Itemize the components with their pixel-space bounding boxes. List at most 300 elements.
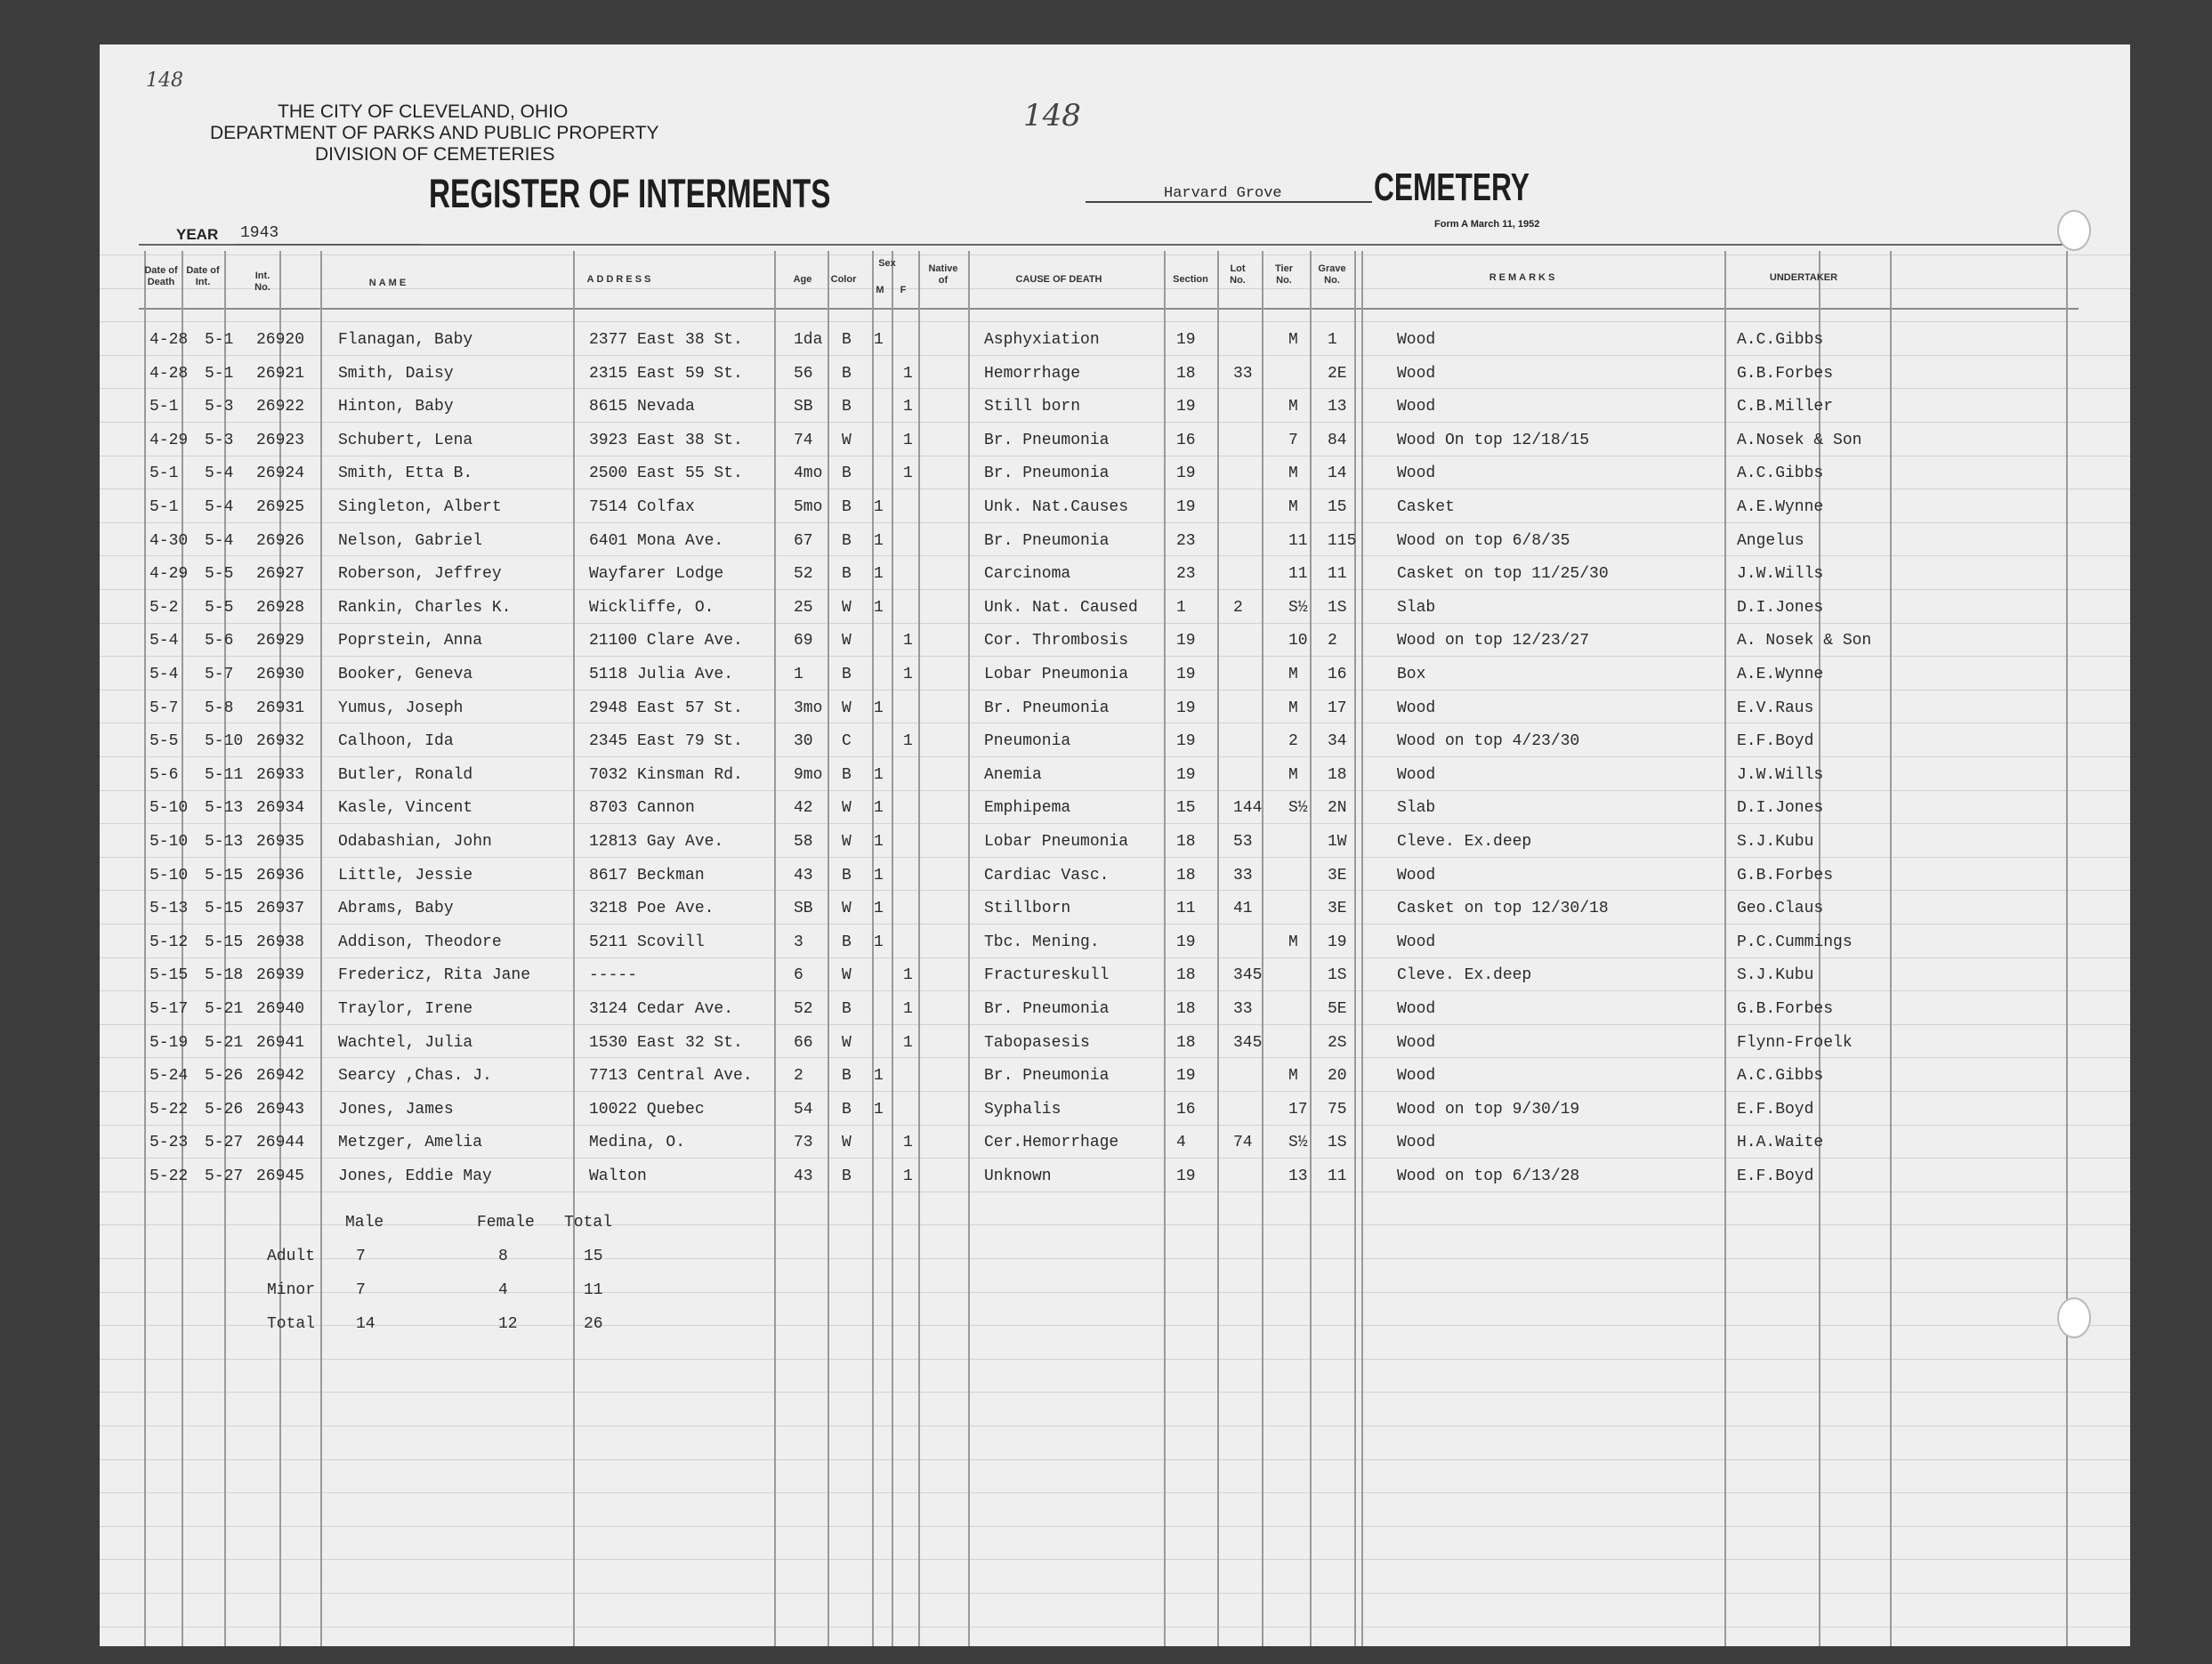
cell-f: 1	[903, 398, 913, 416]
cell-doi: 5-1	[205, 365, 234, 383]
cell-address: 8703 Cannon	[589, 799, 695, 817]
cell-lot: 74	[1233, 1134, 1253, 1151]
cell-doi: 5-18	[205, 966, 244, 984]
cell-grave: 20	[1328, 1067, 1347, 1085]
cell-color: W	[842, 432, 852, 449]
cell-dod: 5-13	[149, 900, 189, 917]
cell-m: 1	[874, 766, 884, 784]
cell-address: Wickliffe, O.	[589, 599, 714, 617]
cell-undertaker: A.C.Gibbs	[1737, 331, 1824, 349]
ruled-line	[100, 924, 2130, 925]
ruled-line	[100, 1024, 2130, 1025]
cell-cause: Anemia	[984, 766, 1042, 784]
cell-address: 5118 Julia Ave.	[589, 666, 734, 683]
cell-remarks: Wood on top 6/8/35	[1397, 532, 1570, 550]
cell-grave: 2	[1328, 632, 1337, 650]
summary-male: 14	[356, 1315, 375, 1333]
cell-remarks: Wood On top 12/18/15	[1397, 432, 1590, 449]
cell-grave: 1	[1328, 331, 1337, 349]
cell-section: 19	[1176, 933, 1196, 951]
cell-remarks: Cleve. Ex.deep	[1397, 966, 1532, 984]
cell-section: 18	[1176, 867, 1196, 885]
cell-dod: 5-10	[149, 867, 189, 885]
cell-m: 1	[874, 498, 884, 516]
cell-remarks: Wood	[1397, 464, 1436, 482]
cell-doi: 5-26	[205, 1101, 244, 1119]
cell-color: B	[842, 565, 852, 583]
cell-age: 3mo	[794, 699, 823, 717]
cell-m: 1	[874, 331, 884, 349]
cell-section: 23	[1176, 565, 1196, 583]
cell-no: 26924	[256, 464, 305, 482]
cell-grave: 14	[1328, 464, 1347, 482]
cell-section: 19	[1176, 464, 1196, 482]
cell-grave: 1S	[1328, 1134, 1347, 1151]
cell-no: 26927	[256, 565, 305, 583]
cell-cause: Asphyxiation	[984, 331, 1100, 349]
cell-m: 1	[874, 699, 884, 717]
cell-undertaker: A.Nosek & Son	[1737, 432, 1862, 449]
cell-section: 19	[1176, 732, 1196, 750]
cell-section: 18	[1176, 833, 1196, 851]
cell-section: 19	[1176, 632, 1196, 650]
cell-address: 2377 East 38 St.	[589, 331, 743, 349]
column-rule	[968, 251, 970, 1646]
cell-tier: M	[1288, 1067, 1298, 1085]
cell-tier: M	[1288, 699, 1298, 717]
cell-address: 2345 East 79 St.	[589, 732, 743, 750]
cell-m: 1	[874, 532, 884, 550]
cell-f: 1	[903, 464, 913, 482]
cell-cause: Tabopasesis	[984, 1034, 1090, 1052]
cell-tier: S½	[1288, 1134, 1308, 1151]
cell-cause: Br. Pneumonia	[984, 1067, 1110, 1085]
cell-m: 1	[874, 900, 884, 917]
ruled-line	[100, 790, 2130, 791]
cell-color: C	[842, 732, 852, 750]
cell-doi: 5-1	[205, 331, 234, 349]
cell-cause: Still born	[984, 398, 1081, 416]
cell-doi: 5-5	[205, 565, 234, 583]
cell-tier: M	[1288, 933, 1298, 951]
header-color: Color	[830, 274, 857, 285]
cell-grave: 5E	[1328, 1000, 1347, 1018]
form-label: Form A March 11, 1952	[1434, 219, 1540, 230]
cell-grave: 1S	[1328, 599, 1347, 617]
cell-no: 26945	[256, 1167, 305, 1185]
cell-dod: 5-24	[149, 1067, 189, 1085]
cell-dod: 5-19	[149, 1034, 189, 1052]
cell-cause: Cor. Thrombosis	[984, 632, 1129, 650]
cell-grave: 84	[1328, 432, 1347, 449]
year-value: 1943	[240, 224, 279, 242]
cell-name: Metzger, Amelia	[338, 1134, 483, 1151]
cell-undertaker: S.J.Kubu	[1737, 833, 1814, 851]
cell-doi: 5-10	[205, 732, 244, 750]
header-rule	[139, 308, 2079, 310]
cell-dod: 4-28	[149, 365, 189, 383]
cell-dod: 4-29	[149, 565, 189, 583]
cell-cause: Unknown	[984, 1167, 1052, 1185]
cell-remarks: Wood	[1397, 933, 1436, 951]
cell-name: Kasle, Vincent	[338, 799, 473, 817]
column-rule	[2066, 251, 2068, 1646]
cell-section: 19	[1176, 766, 1196, 784]
cell-doi: 5-3	[205, 432, 234, 449]
cell-cause: Br. Pneumonia	[984, 532, 1110, 550]
header-sex: Sex	[878, 258, 896, 269]
register-page	[100, 44, 2130, 1646]
ruled-line	[100, 1359, 2130, 1360]
cell-age: 69	[794, 632, 813, 650]
cell-color: W	[842, 900, 852, 917]
cell-name: Schubert, Lena	[338, 432, 473, 449]
cell-cause: Unk. Nat.Causes	[984, 498, 1129, 516]
cell-section: 18	[1176, 1034, 1196, 1052]
column-rule	[1890, 251, 1892, 1646]
cell-no: 26930	[256, 666, 305, 683]
cell-cause: Cardiac Vasc.	[984, 867, 1110, 885]
ruled-line	[100, 1526, 2130, 1527]
cell-dod: 5-22	[149, 1101, 189, 1119]
ruled-line	[100, 857, 2130, 858]
cell-doi: 5-27	[205, 1134, 244, 1151]
cell-age: 3	[794, 933, 803, 951]
cell-name: Traylor, Irene	[338, 1000, 473, 1018]
cell-address: 3923 East 38 St.	[589, 432, 743, 449]
cell-address: Walton	[589, 1167, 647, 1185]
header-lot: Lot No.	[1230, 263, 1246, 286]
summary-male: 7	[356, 1281, 366, 1299]
header-rule	[139, 244, 2079, 246]
column-rule	[918, 251, 920, 1646]
header-int-no: Int. No.	[254, 271, 270, 293]
column-rule	[1361, 251, 1363, 1646]
cell-tier: 10	[1288, 632, 1308, 650]
cell-name: Little, Jessie	[338, 867, 473, 885]
cell-doi: 5-8	[205, 699, 234, 717]
cell-color: W	[842, 1034, 852, 1052]
cell-color: B	[842, 766, 852, 784]
cell-name: Flanagan, Baby	[338, 331, 473, 349]
cell-no: 26938	[256, 933, 305, 951]
cell-cause: Carcinoma	[984, 565, 1071, 583]
cell-dod: 5-6	[149, 766, 179, 784]
cell-lot: 144	[1233, 799, 1263, 817]
cell-doi: 5-7	[205, 666, 234, 683]
cemetery-name: Harvard Grove	[1164, 185, 1282, 202]
cell-remarks: Wood on top 6/13/28	[1397, 1167, 1580, 1185]
cell-f: 1	[903, 1134, 913, 1151]
cell-address: 3124 Cedar Ave.	[589, 1000, 734, 1018]
cell-grave: 16	[1328, 666, 1347, 683]
cell-undertaker: E.F.Boyd	[1737, 732, 1814, 750]
cell-lot: 33	[1233, 867, 1253, 885]
ruled-line	[100, 522, 2130, 523]
org-line-3: DIVISION OF CEMETERIES	[315, 144, 555, 165]
cell-age: 1da	[794, 331, 823, 349]
cell-m: 1	[874, 599, 884, 617]
cemetery-label: CEMETERY	[1374, 166, 1530, 209]
cell-address: 2500 East 55 St.	[589, 464, 743, 482]
ruled-line	[100, 254, 2130, 255]
cell-dod: 5-4	[149, 666, 179, 683]
cell-tier: M	[1288, 666, 1298, 683]
cell-remarks: Casket on top 12/30/18	[1397, 900, 1609, 917]
cell-address: 8615 Nevada	[589, 398, 695, 416]
cell-doi: 5-4	[205, 532, 234, 550]
cell-m: 1	[874, 799, 884, 817]
page-number: 148	[1023, 98, 1081, 133]
ruled-line	[100, 1091, 2130, 1092]
column-rule	[1310, 251, 1312, 1646]
cell-age: 30	[794, 732, 813, 750]
cell-m: 1	[874, 1067, 884, 1085]
cell-section: 19	[1176, 331, 1196, 349]
ruled-line	[100, 355, 2130, 356]
cell-undertaker: G.B.Forbes	[1737, 365, 1834, 383]
cell-dod: 4-28	[149, 331, 189, 349]
summary-head-male: Male	[345, 1214, 384, 1232]
cell-grave: 17	[1328, 699, 1347, 717]
cell-color: B	[842, 532, 852, 550]
cell-f: 1	[903, 432, 913, 449]
cell-cause: Unk. Nat. Caused	[984, 599, 1138, 617]
cell-section: 19	[1176, 398, 1196, 416]
cell-remarks: Wood	[1397, 331, 1436, 349]
summary-total: 11	[584, 1281, 603, 1299]
cell-f: 1	[903, 966, 913, 984]
cell-section: 19	[1176, 1067, 1196, 1085]
cell-remarks: Wood	[1397, 1134, 1436, 1151]
cell-name: Calhoon, Ida	[338, 732, 454, 750]
column-rule	[1354, 251, 1356, 1646]
summary-female: 8	[498, 1248, 508, 1265]
cell-section: 19	[1176, 1167, 1196, 1185]
cell-dod: 5-15	[149, 966, 189, 984]
cell-age: 43	[794, 867, 813, 885]
cell-tier: 2	[1288, 732, 1298, 750]
cell-name: Searcy ,Chas. J.	[338, 1067, 492, 1085]
cell-section: 18	[1176, 365, 1196, 383]
cell-address: 12813 Gay Ave.	[589, 833, 724, 851]
cell-cause: Fractureskull	[984, 966, 1110, 984]
ruled-line	[100, 589, 2130, 590]
cell-undertaker: D.I.Jones	[1737, 599, 1824, 617]
cell-color: B	[842, 1067, 852, 1085]
cell-undertaker: A. Nosek & Son	[1737, 632, 1872, 650]
cell-dod: 5-5	[149, 732, 179, 750]
year-line	[235, 244, 420, 245]
column-rule	[1217, 251, 1219, 1646]
cell-doi: 5-5	[205, 599, 234, 617]
cell-grave: 2E	[1328, 365, 1347, 383]
cell-address: 21100 Clare Ave.	[589, 632, 743, 650]
cell-doi: 5-6	[205, 632, 234, 650]
cell-remarks: Wood	[1397, 867, 1436, 885]
cell-age: 52	[794, 1000, 813, 1018]
cell-remarks: Wood	[1397, 766, 1436, 784]
cell-doi: 5-11	[205, 766, 244, 784]
cell-cause: Tbc. Mening.	[984, 933, 1100, 951]
cell-f: 1	[903, 365, 913, 383]
cell-name: Fredericz, Rita Jane	[338, 966, 531, 984]
cell-f: 1	[903, 666, 913, 683]
cell-no: 26921	[256, 365, 305, 383]
cell-f: 1	[903, 1000, 913, 1018]
cell-undertaker: E.F.Boyd	[1737, 1101, 1814, 1119]
cell-age: 67	[794, 532, 813, 550]
cell-grave: 115	[1328, 532, 1357, 550]
ruled-line	[100, 1057, 2130, 1058]
cell-grave: 3E	[1328, 867, 1347, 885]
cell-dod: 5-4	[149, 632, 179, 650]
cell-doi: 5-27	[205, 1167, 244, 1185]
cell-m: 1	[874, 833, 884, 851]
cell-name: Singleton, Albert	[338, 498, 502, 516]
binder-hole	[2057, 210, 2091, 251]
ruled-line	[100, 555, 2130, 556]
cell-cause: Cer.Hemorrhage	[984, 1134, 1119, 1151]
cell-lot: 33	[1233, 1000, 1253, 1018]
cell-cause: Br. Pneumonia	[984, 699, 1110, 717]
cell-address: Medina, O.	[589, 1134, 686, 1151]
cell-doi: 5-4	[205, 498, 234, 516]
summary-label: Adult	[267, 1248, 316, 1265]
cell-lot: 2	[1233, 599, 1243, 617]
header-native-of: Native of	[928, 263, 958, 286]
cell-address: Wayfarer Lodge	[589, 565, 724, 583]
header-tier: Tier No.	[1275, 263, 1293, 286]
binder-hole	[2057, 1297, 2091, 1338]
header-date-of-death: Date of Death	[144, 265, 178, 287]
cell-undertaker: A.C.Gibbs	[1737, 1067, 1824, 1085]
cell-remarks: Wood	[1397, 398, 1436, 416]
cell-doi: 5-15	[205, 867, 244, 885]
cell-name: Smith, Daisy	[338, 365, 454, 383]
cell-f: 1	[903, 1167, 913, 1185]
cell-grave: 1W	[1328, 833, 1347, 851]
summary-label: Total	[267, 1315, 316, 1333]
cell-name: Jones, Eddie May	[338, 1167, 492, 1185]
cell-f: 1	[903, 732, 913, 750]
cell-age: 66	[794, 1034, 813, 1052]
cell-cause: Hemorrhage	[984, 365, 1081, 383]
cell-doi: 5-15	[205, 900, 244, 917]
cell-undertaker: S.J.Kubu	[1737, 966, 1814, 984]
corner-mark: 148	[146, 69, 183, 92]
cell-address: -----	[589, 966, 638, 984]
cell-undertaker: G.B.Forbes	[1737, 1000, 1834, 1018]
header-sex-male: M	[876, 285, 884, 295]
cell-address: 3218 Poe Ave.	[589, 900, 714, 917]
ruled-line	[100, 823, 2130, 824]
ruled-line	[100, 1392, 2130, 1393]
cell-no: 26931	[256, 699, 305, 717]
cell-age: 6	[794, 966, 803, 984]
summary-total: 26	[584, 1315, 603, 1333]
ruled-line	[100, 1559, 2130, 1560]
cell-section: 1	[1176, 599, 1186, 617]
cell-undertaker: D.I.Jones	[1737, 799, 1824, 817]
cell-doi: 5-3	[205, 398, 234, 416]
cell-undertaker: Flynn-Froelk	[1737, 1034, 1853, 1052]
cell-no: 26933	[256, 766, 305, 784]
cell-remarks: Wood	[1397, 1034, 1436, 1052]
cell-f: 1	[903, 1034, 913, 1052]
ruled-line	[100, 1125, 2130, 1126]
cell-name: Addison, Theodore	[338, 933, 502, 951]
cell-m: 1	[874, 1101, 884, 1119]
cell-tier: S½	[1288, 599, 1308, 617]
cell-name: Hinton, Baby	[338, 398, 454, 416]
cell-grave: 34	[1328, 732, 1347, 750]
cell-address: 7032 Kinsman Rd.	[589, 766, 743, 784]
cell-cause: Emphipema	[984, 799, 1071, 817]
cell-section: 18	[1176, 1000, 1196, 1018]
cell-color: W	[842, 632, 852, 650]
cell-name: Roberson, Jeffrey	[338, 565, 502, 583]
cell-address: 2315 East 59 St.	[589, 365, 743, 383]
cell-lot: 53	[1233, 833, 1253, 851]
cell-color: W	[842, 699, 852, 717]
cell-remarks: Wood	[1397, 699, 1436, 717]
cell-dod: 5-2	[149, 599, 179, 617]
cell-cause: Pneumonia	[984, 732, 1071, 750]
cell-age: 4mo	[794, 464, 823, 482]
cell-cause: Br. Pneumonia	[984, 1000, 1110, 1018]
ruled-line	[100, 422, 2130, 423]
ruled-line	[100, 1258, 2130, 1259]
cell-grave: 3E	[1328, 900, 1347, 917]
cell-grave: 13	[1328, 398, 1347, 416]
cell-cause: Stillborn	[984, 900, 1071, 917]
cell-lot: 345	[1233, 966, 1263, 984]
cell-age: SB	[794, 900, 813, 917]
cell-cause: Lobar Pneumonia	[984, 666, 1129, 683]
cell-cause: Lobar Pneumonia	[984, 833, 1129, 851]
cell-color: W	[842, 833, 852, 851]
cell-doi: 5-21	[205, 1034, 244, 1052]
cell-no: 26925	[256, 498, 305, 516]
cell-age: 5mo	[794, 498, 823, 516]
column-rule	[1164, 251, 1166, 1646]
cell-undertaker: A.E.Wynne	[1737, 498, 1824, 516]
ruled-line	[100, 690, 2130, 691]
cell-remarks: Casket on top 11/25/30	[1397, 565, 1609, 583]
cell-cause: Br. Pneumonia	[984, 464, 1110, 482]
cell-name: Smith, Etta B.	[338, 464, 473, 482]
cell-undertaker: A.E.Wynne	[1737, 666, 1824, 683]
summary-female: 12	[498, 1315, 518, 1333]
cell-name: Rankin, Charles K.	[338, 599, 512, 617]
cell-grave: 15	[1328, 498, 1347, 516]
cell-section: 19	[1176, 498, 1196, 516]
cell-dod: 5-10	[149, 799, 189, 817]
cell-undertaker: H.A.Waite	[1737, 1134, 1824, 1151]
header-section: Section	[1173, 274, 1208, 285]
cell-color: B	[842, 365, 852, 383]
cell-color: B	[842, 1101, 852, 1119]
cell-name: Wachtel, Julia	[338, 1034, 473, 1052]
cell-remarks: Box	[1397, 666, 1426, 683]
cell-name: Butler, Ronald	[338, 766, 473, 784]
cell-no: 26940	[256, 1000, 305, 1018]
cell-address: 2948 East 57 St.	[589, 699, 743, 717]
cell-undertaker: E.V.Raus	[1737, 699, 1814, 717]
cell-tier: M	[1288, 498, 1298, 516]
cell-doi: 5-13	[205, 833, 244, 851]
